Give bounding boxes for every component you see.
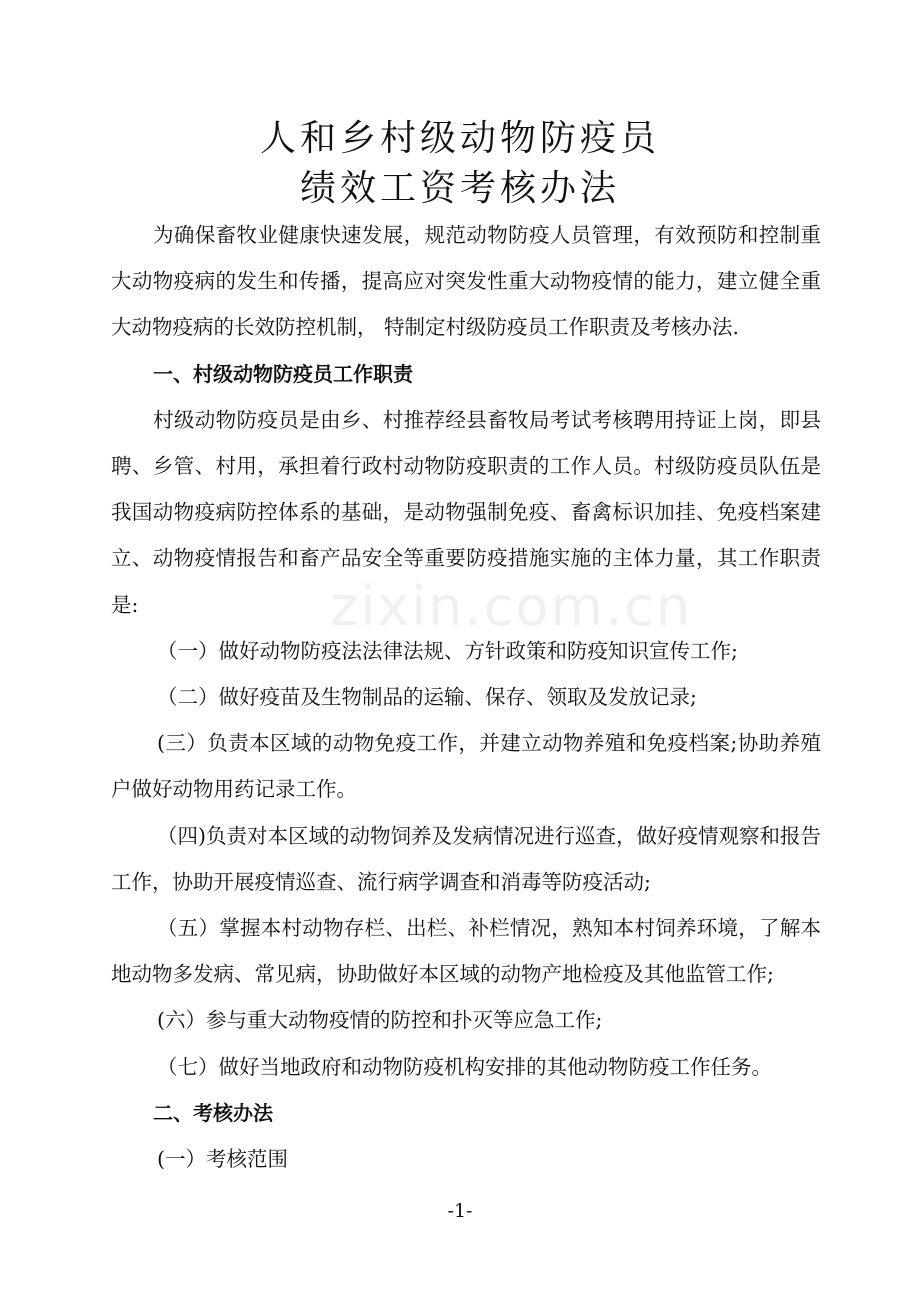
- duty-item-2: （二）做好疫苗及生物制品的运输、保存、领取及发放记录;: [157, 685, 697, 710]
- document-body: [111, 212, 821, 1182]
- duty-item-1: （一）做好动物防疫法法律法规、方针政策和防疫知识宣传工作;: [157, 638, 738, 663]
- watermark: zixin.com.cn: [330, 575, 693, 638]
- section1-heading: 一、村级动物防疫员工作职责: [153, 361, 413, 386]
- document-title-line1: 人和乡村级动物防疫员: [259, 118, 660, 159]
- section2-subheading: (一）考核范围: [157, 1147, 288, 1172]
- section2-heading: 二、考核办法: [153, 1100, 273, 1125]
- duty-item-3: (三）负责本区域的动物免疫工作，并建立动物养殖和免疫档案;协助养殖户做好动物用药记录工作。: [111, 731, 821, 802]
- duty-item-5: （五）掌握本村动物存栏、出栏、补栏情况，熟知本村饲养环境，了解本地动物多发病、常见病，协助做好本区域的动物产地检疫及其他监管工作;: [111, 916, 821, 987]
- section1-description: 村级动物防疫员是由乡、村推荐经县畜牧局考试考核聘用持证上岗，即县聘、乡管、村用，承担着行政村动物防疫职责的工作人员。村级防疫员队伍是我国动物疫病防控体系的基础，是动物强制免疫、畜禽标识加挂、免疫档案建立、动物疫情报告和畜产品安全等重要防疫措施实施的主体力量，其工作职责是:: [111, 407, 821, 617]
- duty-item-6: (六）参与重大动物疫情的防控和扑灭等应急工作;: [157, 1008, 603, 1033]
- intro-paragraph: 为确保畜牧业健康快速发展，规范动物防疫人员管理，有效预防和控制重大动物疫病的发生和传播，提高应对突发性重大动物疫情的能力，建立健全重大动物疫病的长效防控机制， 特制定村级防疫员工作职责及考核办法.: [111, 223, 821, 340]
- duty-item-4: （四)负责对本区域的动物饲养及发病情况进行巡查，做好疫情观察和报告工作，协助开展疫情巡查、流行病学调查和消毒等防疫活动;: [111, 823, 821, 894]
- page-number: -1-: [447, 1200, 473, 1222]
- document-title-line2: 绩效工资考核办法: [299, 168, 620, 209]
- duty-item-7: （七）做好当地政府和动物防疫机构安排的其他动物防疫工作任务。: [157, 1054, 772, 1079]
